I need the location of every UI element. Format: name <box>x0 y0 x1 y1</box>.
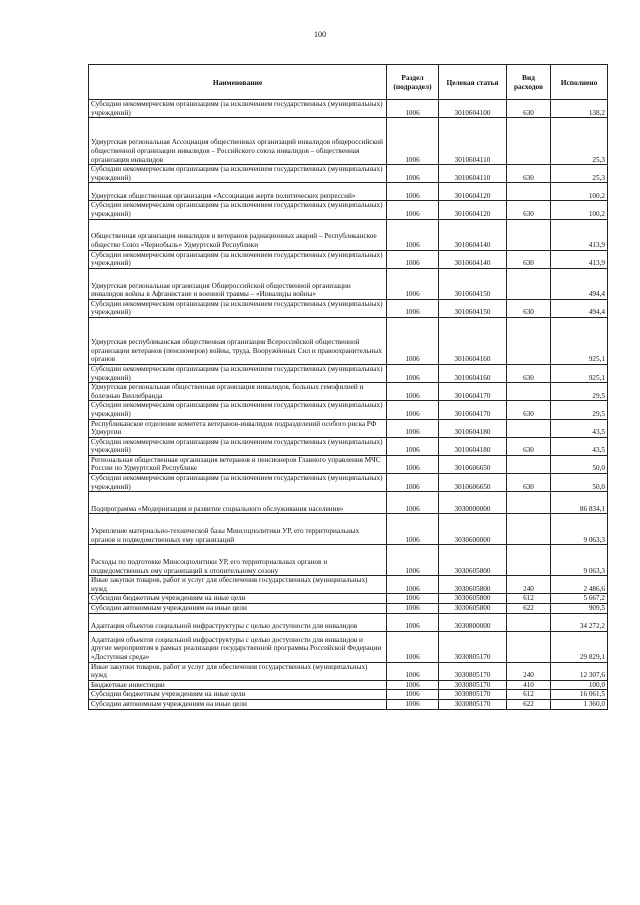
table-body <box>89 100 608 710</box>
row-executed-amount: 138,2 <box>551 100 608 118</box>
header-name: Наименование <box>89 65 387 100</box>
row-name: Субсидии некоммерческим организациям (за исключением государственных (муниципальных) учреждений) <box>89 437 387 455</box>
row-name: Субсидии некоммерческим организациям (за исключением государственных (муниципальных) учреждений) <box>89 401 387 419</box>
row-section: 1006 <box>387 250 439 268</box>
table-row <box>89 268 608 299</box>
row-executed-amount: 5 667,2 <box>551 594 608 604</box>
row-section: 1006 <box>387 700 439 710</box>
header-executed: Исполнено <box>551 65 608 100</box>
row-expense-type: 612 <box>507 690 551 700</box>
row-expense-type <box>507 268 551 299</box>
row-executed-amount: 29,5 <box>551 383 608 401</box>
row-article: 3010604100 <box>439 100 507 118</box>
row-executed-amount: 29,5 <box>551 401 608 419</box>
row-section: 1006 <box>387 613 439 631</box>
budget-table <box>88 64 608 710</box>
row-name: Иные закупки товаров, работ и услуг для обеспечения государственных (муниципальных) нужд <box>89 662 387 680</box>
row-article: 3030605800 <box>439 594 507 604</box>
row-executed-amount: 9 063,3 <box>551 514 608 545</box>
row-article: 3010604110 <box>439 165 507 183</box>
row-name: Подпрограмма «Модернизация и развитие социального обслуживания населения» <box>89 492 387 514</box>
row-article: 3030605800 <box>439 576 507 594</box>
row-section: 1006 <box>387 437 439 455</box>
row-executed-amount: 100,0 <box>551 680 608 690</box>
row-expense-type <box>507 183 551 201</box>
row-article: 3030800000 <box>439 613 507 631</box>
row-article: 3010606650 <box>439 455 507 473</box>
row-article: 3010604120 <box>439 183 507 201</box>
table-row <box>89 545 608 576</box>
row-expense-type <box>507 514 551 545</box>
table-row <box>89 594 608 604</box>
table-header-row <box>89 65 608 100</box>
row-section: 1006 <box>387 317 439 364</box>
row-executed-amount: 43,5 <box>551 419 608 437</box>
row-expense-type: 630 <box>507 474 551 492</box>
row-section: 1006 <box>387 383 439 401</box>
row-section: 1006 <box>387 268 439 299</box>
row-section: 1006 <box>387 165 439 183</box>
row-article: 3010604140 <box>439 250 507 268</box>
row-name: Удмуртская республиканская общественная организация Всероссийской общественной организации ветеранов (пенсионеров) войны, труда, Вооружённых Сил и правоохранительных органов <box>89 317 387 364</box>
row-executed-amount: 413,9 <box>551 250 608 268</box>
row-article: 3030805170 <box>439 700 507 710</box>
row-name: Расходы по подготовке Минсоцполитики УР, его территориальных органов и подведомственных ему организаций к отопительному сезону <box>89 545 387 576</box>
row-executed-amount: 9 063,3 <box>551 545 608 576</box>
row-name: Субсидии некоммерческим организациям (за исключением государственных (муниципальных) учреждений) <box>89 250 387 268</box>
row-name: Субсидии некоммерческим организациям (за исключением государственных (муниципальных) учреждений) <box>89 299 387 317</box>
row-executed-amount: 2 486,6 <box>551 576 608 594</box>
header-type: Вид расходов <box>507 65 551 100</box>
row-article: 3010604110 <box>439 118 507 165</box>
table-row <box>89 576 608 594</box>
table-row <box>89 100 608 118</box>
table-row <box>89 474 608 492</box>
row-executed-amount: 100,2 <box>551 183 608 201</box>
row-article: 3010604160 <box>439 317 507 364</box>
row-executed-amount: 12 307,6 <box>551 662 608 680</box>
row-section: 1006 <box>387 455 439 473</box>
row-article: 3030605800 <box>439 545 507 576</box>
row-section: 1006 <box>387 680 439 690</box>
row-name: Укрепление материально-технической базы Минсоцполитики УР, его территориальных органов и подведомственных ему организаций <box>89 514 387 545</box>
row-name: Субсидии некоммерческим организациям (за исключением государственных (муниципальных) учреждений) <box>89 364 387 382</box>
row-expense-type <box>507 631 551 662</box>
row-name: Адаптация объектов социальной инфраструктуры с целью доступности для инвалидов и другие мероприятия в рамках реализации государственной программы Российской Федерации «Доступная среда» <box>89 631 387 662</box>
row-name: Удмуртская региональная организация Общероссийской общественной организации инвалидов войны в Афганистане и военной травмы – «Инвалиды войны» <box>89 268 387 299</box>
row-expense-type <box>507 317 551 364</box>
row-expense-type: 630 <box>507 437 551 455</box>
row-article: 3030605800 <box>439 604 507 614</box>
row-expense-type <box>507 613 551 631</box>
row-article: 3030805170 <box>439 631 507 662</box>
row-executed-amount: 25,3 <box>551 165 608 183</box>
row-executed-amount: 16 061,5 <box>551 690 608 700</box>
row-section: 1006 <box>387 419 439 437</box>
table-row <box>89 492 608 514</box>
row-name: Субсидии некоммерческим организациям (за исключением государственных (муниципальных) учреждений) <box>89 201 387 219</box>
row-section: 1006 <box>387 219 439 250</box>
table-row <box>89 604 608 614</box>
row-expense-type <box>507 419 551 437</box>
row-article: 3030805170 <box>439 680 507 690</box>
table-row <box>89 437 608 455</box>
row-section: 1006 <box>387 118 439 165</box>
table-row <box>89 219 608 250</box>
row-section: 1006 <box>387 100 439 118</box>
row-name: Субсидии некоммерческим организациям (за исключением государственных (муниципальных) учреждений) <box>89 100 387 118</box>
row-expense-type: 630 <box>507 100 551 118</box>
table-row <box>89 700 608 710</box>
row-executed-amount: 413,9 <box>551 219 608 250</box>
row-executed-amount: 34 272,2 <box>551 613 608 631</box>
row-name: Адаптация объектов социальной инфраструктуры с целью доступности для инвалидов <box>89 613 387 631</box>
row-article: 3010604180 <box>439 437 507 455</box>
row-section: 1006 <box>387 631 439 662</box>
row-expense-type: 240 <box>507 576 551 594</box>
row-expense-type <box>507 383 551 401</box>
row-section: 1006 <box>387 201 439 219</box>
row-name: Иные закупки товаров, работ и услуг для обеспечения государственных (муниципальных) нужд <box>89 576 387 594</box>
row-expense-type: 630 <box>507 250 551 268</box>
row-article: 3030805170 <box>439 690 507 700</box>
row-expense-type: 240 <box>507 662 551 680</box>
table-row <box>89 317 608 364</box>
row-article: 3010604170 <box>439 383 507 401</box>
row-section: 1006 <box>387 183 439 201</box>
row-name: Удмуртская общественная организация «Ассоциация жертв политических репрессий» <box>89 183 387 201</box>
row-executed-amount: 925,1 <box>551 364 608 382</box>
row-expense-type: 612 <box>507 594 551 604</box>
row-executed-amount: 494,4 <box>551 299 608 317</box>
row-executed-amount: 43,5 <box>551 437 608 455</box>
row-executed-amount: 100,2 <box>551 201 608 219</box>
row-article: 3010604180 <box>439 419 507 437</box>
row-article: 3030000000 <box>439 492 507 514</box>
table-row <box>89 165 608 183</box>
table-row <box>89 662 608 680</box>
row-name: Субсидии автономным учреждениям на иные цели <box>89 604 387 614</box>
row-name: Субсидии автономным учреждениям на иные цели <box>89 700 387 710</box>
row-name: Общественная организация инвалидов и ветеранов радиационных аварий – Республиканское общество Союз «Чернобыль» Удмуртской Республики <box>89 219 387 250</box>
row-section: 1006 <box>387 594 439 604</box>
row-expense-type <box>507 219 551 250</box>
row-expense-type <box>507 455 551 473</box>
page-number: 100 <box>314 30 326 39</box>
row-section: 1006 <box>387 690 439 700</box>
row-section: 1006 <box>387 662 439 680</box>
row-expense-type: 630 <box>507 364 551 382</box>
row-executed-amount: 909,5 <box>551 604 608 614</box>
row-executed-amount: 29 829,1 <box>551 631 608 662</box>
row-section: 1006 <box>387 492 439 514</box>
row-expense-type <box>507 492 551 514</box>
row-name: Субсидии некоммерческим организациям (за исключением государственных (муниципальных) учреждений) <box>89 165 387 183</box>
table-row <box>89 514 608 545</box>
row-expense-type: 622 <box>507 604 551 614</box>
row-expense-type <box>507 118 551 165</box>
row-executed-amount: 925,1 <box>551 317 608 364</box>
row-section: 1006 <box>387 474 439 492</box>
table-row <box>89 118 608 165</box>
row-name: Субсидии бюджетным учреждениям на иные цели <box>89 594 387 604</box>
row-article: 3010604160 <box>439 364 507 382</box>
table-row <box>89 401 608 419</box>
row-expense-type: 630 <box>507 299 551 317</box>
row-section: 1006 <box>387 299 439 317</box>
table-row <box>89 383 608 401</box>
row-section: 1006 <box>387 514 439 545</box>
row-name: Субсидии некоммерческим организациям (за исключением государственных (муниципальных) учреждений) <box>89 474 387 492</box>
row-name: Республиканское отделение комитета ветеранов-инвалидов подразделений особого риска РФ Удмуртии <box>89 419 387 437</box>
row-name: Субсидии бюджетным учреждениям на иные цели <box>89 690 387 700</box>
row-section: 1006 <box>387 364 439 382</box>
table-row <box>89 299 608 317</box>
row-section: 1006 <box>387 576 439 594</box>
row-name: Региональная общественная организация ветеранов и пенсионеров Главного управления МЧС России по Удмуртской Республике <box>89 455 387 473</box>
table-row <box>89 680 608 690</box>
row-name: Удмуртская региональная Ассоциация общественных организаций инвалидов общероссийской общественной организации инвалидов – Российского союза инвалидов – общественная организация инвалидов <box>89 118 387 165</box>
row-article: 3010604170 <box>439 401 507 419</box>
row-expense-type: 630 <box>507 201 551 219</box>
table-row <box>89 201 608 219</box>
row-executed-amount: 86 834,1 <box>551 492 608 514</box>
row-name: Бюджетные инвестиции <box>89 680 387 690</box>
row-article: 3010604140 <box>439 219 507 250</box>
row-section: 1006 <box>387 545 439 576</box>
row-section: 1006 <box>387 401 439 419</box>
header-section: Раздел (подраздел) <box>387 65 439 100</box>
row-expense-type: 622 <box>507 700 551 710</box>
row-executed-amount: 50,0 <box>551 455 608 473</box>
row-name: Удмуртская региональная общественная организация инвалидов, больных гемофилией и болезнью Виллебранда <box>89 383 387 401</box>
row-article: 3010604150 <box>439 299 507 317</box>
table-row <box>89 183 608 201</box>
table-row <box>89 250 608 268</box>
table-row <box>89 613 608 631</box>
row-expense-type <box>507 545 551 576</box>
row-expense-type: 630 <box>507 165 551 183</box>
row-expense-type: 630 <box>507 401 551 419</box>
table-row <box>89 364 608 382</box>
row-executed-amount: 25,3 <box>551 118 608 165</box>
row-executed-amount: 50,0 <box>551 474 608 492</box>
row-article: 3010604150 <box>439 268 507 299</box>
header-article: Целевая статья <box>439 65 507 100</box>
row-article: 3030805170 <box>439 662 507 680</box>
row-article: 3030600000 <box>439 514 507 545</box>
row-section: 1006 <box>387 604 439 614</box>
row-article: 3010604120 <box>439 201 507 219</box>
table-row <box>89 690 608 700</box>
table-row <box>89 631 608 662</box>
row-executed-amount: 494,4 <box>551 268 608 299</box>
row-expense-type: 410 <box>507 680 551 690</box>
row-executed-amount: 1 360,0 <box>551 700 608 710</box>
table-row <box>89 419 608 437</box>
row-article: 3010606650 <box>439 474 507 492</box>
table-row <box>89 455 608 473</box>
